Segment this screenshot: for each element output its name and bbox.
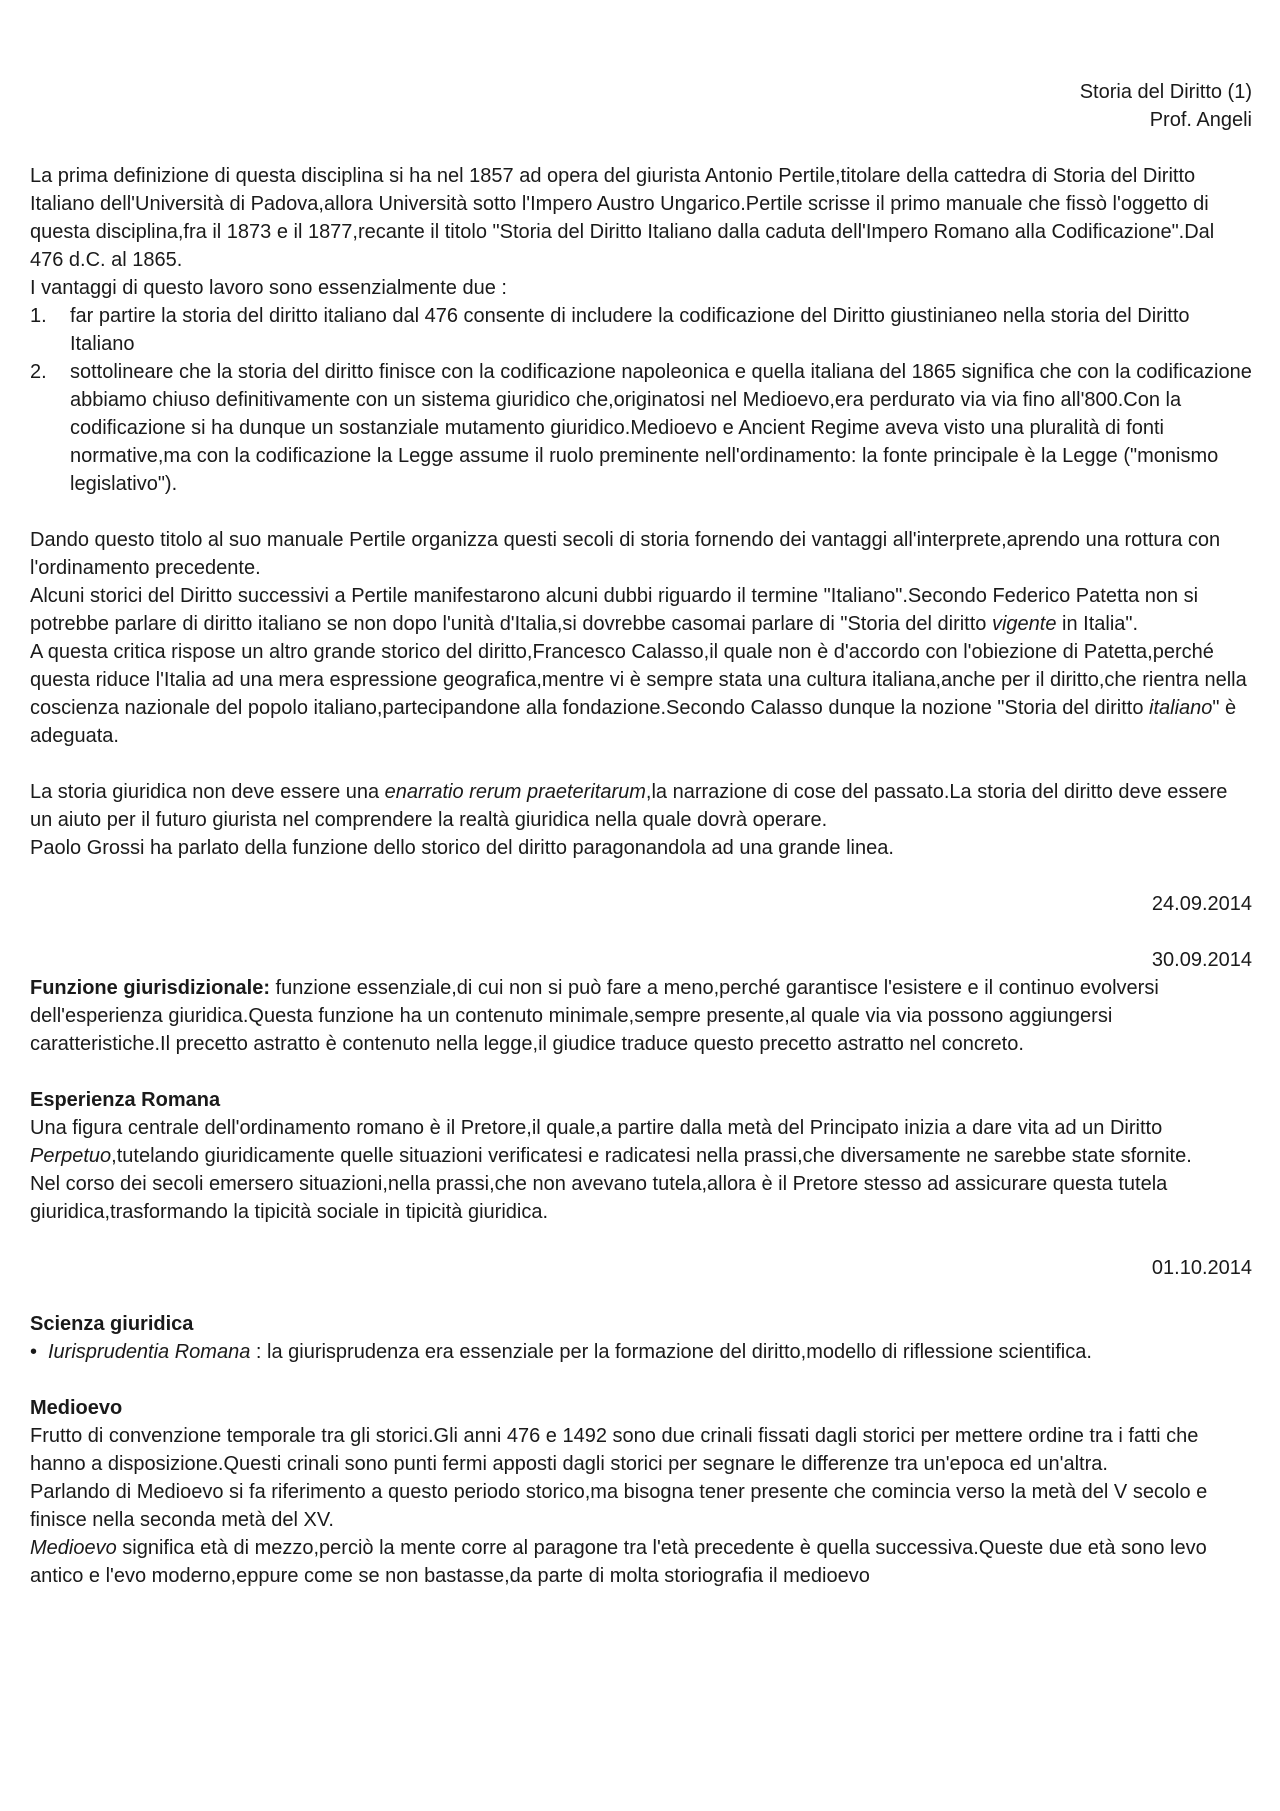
section-heading: Esperienza Romana xyxy=(30,1089,221,1111)
term-label: Funzione giurisdizionale: xyxy=(30,977,270,999)
document-title: Storia del Diritto (1) xyxy=(1079,81,1252,103)
section-heading: Medioevo xyxy=(30,1397,123,1419)
paragraph-pretore: Una figura centrale dell'ordinamento romano è il Pretore,il quale,a partire dalla metà del Principato inizia a dare vita ad un Diritto Perpetuo,tutelando giuridicamente quelle situazioni verificatesi e radicatesi nella prassi,che diversamente ne sarebbe state sfornite. xyxy=(30,1117,1192,1167)
list-item-text: sottolineare che la storia del diritto finisce con la codificazione napoleonica e quella italiana del 1865 significa che con la codificazione abbiamo chiuso definitivamente con un sistema giuridico che,originatosi nel Medioevo,era perdurato via via fino all'800.Con la codificazione si ha dunque un sostanziale mutamento giuridico.Medioevo e Ancient Regime aveva visto una pluralità di fonti normative,ma con la codificazione la Legge assume il ruolo preminente nell'ordinamento: la fonte principale è la Legge ("monismo legislativo"). xyxy=(70,361,1252,495)
bullet-list xyxy=(30,1338,1252,1366)
list-number: 2. xyxy=(30,361,47,383)
paragraph-calasso: A questa critica rispose un altro grande storico del diritto,Francesco Calasso,il quale non è d'accordo con l'obiezione di Patetta,perché questa riduce l'Italia ad una mera espressione geografica,mentre vi è sempre stata una cultura italiana,anche per il diritto,che rientra nella coscienza nazionale del popolo italiano,partecipandone alla fondazione.Secondo Calasso dunque la nozione "Storia del diritto italiano" è adeguata. xyxy=(30,641,1247,747)
list-number: 1. xyxy=(30,305,47,327)
paragraph-funzione: Funzione giurisdizionale: funzione essenziale,di cui non si può fare a meno,perché garantisce l'esistere e il continuo evolversi dell'esperienza giuridica.Questa funzione ha un contenuto minimale,sempre presente,al quale via via possono aggiungersi caratteristiche.Il precetto astratto è contenuto nella legge,il giudice traduce questo precetto astratto nel concreto. xyxy=(30,977,1159,1055)
italic-term: vigente xyxy=(991,613,1057,635)
paragraph-intro: La prima definizione di questa disciplina si ha nel 1857 ad opera del giurista Antonio Pertile,titolare della cattedra di Storia del Diritto Italiano dell'Università di Padova,allora Università sotto l'Impero Austro Ungarico.Pertile scrisse il primo manuale che fissò l'oggetto di questa disciplina,fra il 1873 e il 1877,recante il titolo "Storia del Diritto Italiano dalla caduta dell'Impero Romano alla Codificazione".Dal 476 d.C. al 1865. xyxy=(30,165,1215,271)
italic-term: Medioevo xyxy=(30,1537,117,1559)
section-heading: Scienza giuridica xyxy=(30,1313,194,1335)
list-item: • Iurisprudentia Romana : la giurisprudenza era essenziale per la formazione del diritto,modello di riflessione scientifica. xyxy=(30,1338,1252,1366)
paragraph-medioevo-3: Medioevo significa età di mezzo,perciò la mente corre al paragone tra l'età precedente è quella successiva.Queste due età sono levo antico e l'evo moderno,eppure come se non bastasse,da parte di molta storiografia il medioevo xyxy=(30,1537,1207,1587)
italic-term: enarratio rerum praeteritarum xyxy=(384,781,646,803)
italic-term: italiano xyxy=(1149,697,1213,719)
italic-term: Perpetuo xyxy=(30,1145,112,1167)
paragraph-storia-giuridica: La storia giuridica non deve essere una enarratio rerum praeteritarum,la narrazione di cose del passato.La storia del diritto deve essere un aiuto per il futuro giurista nel comprendere la realtà giuridica nella quale dovrà operare. xyxy=(30,781,1228,831)
paragraph-pertile: Dando questo titolo al suo manuale Pertile organizza questi secoli di storia fornendo dei vantaggi all'interprete,aprendo una rottura con l'ordinamento precedente. xyxy=(30,529,1221,579)
paragraph-medioevo-1: Frutto di convenzione temporale tra gli storici.Gli anni 476 e 1492 sono due crinali fissati dagli storici per mettere ordine tra i fatti che hanno a disposizione.Questi crinali sono punti fermi apposti dagli storici per segnare le differenze tra un'epoca ed un'altra. xyxy=(30,1425,1199,1475)
italic-term: Iurisprudentia Romana xyxy=(48,1341,251,1363)
date-label: 30.09.2014 xyxy=(1151,949,1252,971)
paragraph-vantaggi: I vantaggi di questo lavoro sono essenzialmente due : xyxy=(30,277,507,299)
bullet-icon: • xyxy=(30,1341,38,1363)
date-label: 01.10.2014 xyxy=(1151,1257,1252,1279)
numbered-list xyxy=(30,302,1252,498)
paragraph-grossi: Paolo Grossi ha parlato della funzione dello storico del diritto paragonandola ad una grande linea. xyxy=(30,837,894,859)
document-header xyxy=(30,78,1252,134)
paragraph-medioevo-2: Parlando di Medioevo si fa riferimento a questo periodo storico,ma bisogna tener presente che comincia verso la metà del V secolo e finisce nella seconda metà del XV. xyxy=(30,1481,1208,1531)
list-item xyxy=(30,302,1252,358)
paragraph-tutela: Nel corso dei secoli emersero situazioni,nella prassi,che non avevano tutela,allora è il Pretore stesso ad assicurare questa tutela giuridica,trasformando la tipicità sociale in tipicità giuridica. xyxy=(30,1173,1168,1223)
list-item-text: far partire la storia del diritto italiano dal 476 consente di includere la codificazione del Diritto giustinianeo nella storia del Diritto Italiano xyxy=(70,305,1190,355)
date-label: 24.09.2014 xyxy=(1151,893,1252,915)
paragraph-patetta: Alcuni storici del Diritto successivi a Pertile manifestarono alcuni dubbi riguardo il termine "Italiano".Secondo Federico Patetta non si potrebbe parlare di diritto italiano se non dopo l'unità d'Italia,si dovrebbe casomai parlare di "Storia del diritto vigente in Italia". xyxy=(30,585,1199,635)
list-item xyxy=(30,358,1252,498)
professor-name: Prof. Angeli xyxy=(1149,109,1252,131)
